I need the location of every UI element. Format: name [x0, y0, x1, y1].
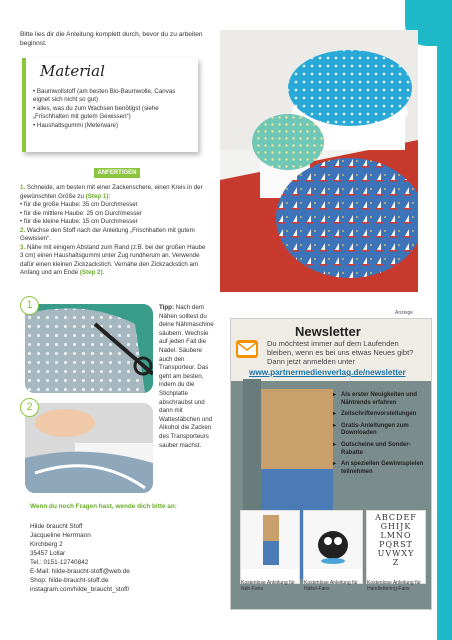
thumb-crochet-label: Kostenlose Anleitung für Häkel-Fans	[304, 580, 358, 592]
newsletter-text: Du möchtest immer auf dem Laufenden bleiben, wenn es bei uns etwas Neues gibt? Dann jetzt anmelden unter	[267, 339, 414, 366]
step-2-photo	[25, 403, 153, 493]
intro-text: Bitte lies dir die Anleitung komplett durch, bevor du zu arbeiten beginnst.	[20, 31, 203, 47]
thumb-sewing[interactable]	[240, 510, 300, 584]
benefit-item: ▸ Zeitschriftenvorstellungen	[333, 411, 431, 419]
step-text-end: .	[102, 269, 105, 276]
step-text: Nähe mit einigem Abstand zum Rand (z.B. bei der großen Haube 3 cm) einen Haushaltsgummi unter Zug rundherum an. Verwende dafür einen kleinen Zickzackstich. Vernähe den Zickzackstich am Anfang und am Ende	[20, 243, 206, 276]
contact-line: Jacqueline Herrmann	[30, 532, 91, 539]
material-accent-bar	[22, 58, 26, 152]
material-item: • Baumwollstoff (am besten Bio-Baumwolle, Canvas eignet sich nicht so gut)	[33, 88, 176, 104]
thumb-sewing-label: Kostenlose Anleitung für Näh-Fans	[241, 580, 295, 592]
contact-line: Kirchberg 2	[30, 541, 63, 548]
contact-instagram-link[interactable]: instagram.com/hilde_braucht_stoff/	[30, 586, 130, 593]
benefit-item: ▸ Gratis-Anleitungen zum Downloaden	[333, 423, 431, 438]
step-ref: (Step 2)	[79, 269, 103, 276]
step-text-end: :	[108, 192, 111, 200]
benefit-item: ▸ Als erster Neuigkeiten und Nähtrends erfahren	[333, 392, 431, 407]
lettering-row: UVWXY	[377, 549, 415, 558]
thumb-crochet[interactable]	[303, 510, 363, 584]
contact-heading: Wenn du noch Fragen hast, wende dich bitte an:	[30, 503, 177, 510]
contact-line: Hilde braucht Stoff	[30, 523, 83, 530]
step-2	[20, 227, 210, 244]
anfertigen-label: ANFERTIGEN	[94, 168, 140, 178]
cutting-fabric-illustration	[25, 304, 153, 393]
sewing-illustration	[25, 403, 153, 493]
lettering-row: GHIJK	[380, 522, 412, 531]
tip-label: Tipp:	[159, 304, 175, 311]
page-edge-bar	[437, 0, 452, 640]
step-1	[20, 184, 210, 201]
newsletter-title: Newsletter	[295, 324, 361, 339]
lettering-sample	[367, 511, 425, 567]
benefits-list	[333, 392, 431, 480]
step-number: 2.	[20, 226, 26, 234]
size-item: • für die mittlere Haube: 25 cm Durchmesser	[20, 209, 142, 217]
benefit-item: ▸ An speziellen Gewinnspielen teilnehmen	[333, 461, 431, 476]
sewing-thumb-image	[241, 511, 299, 569]
step-2-badge: 2	[20, 398, 39, 417]
contact-shop-link[interactable]: Shop: hilde-braucht-stoff.de	[30, 577, 109, 584]
contact-email[interactable]: E-Mail: hilde-braucht-stoff@web.de	[30, 568, 130, 575]
lettering-row: ABCDEF	[375, 513, 417, 522]
step-number: 3.	[20, 243, 26, 251]
contact-line: 35457 Lollar	[30, 550, 66, 557]
newsletter-link[interactable]: www.partnermedienverlag.de/newsletter	[249, 368, 406, 377]
step-number: 1.	[20, 184, 26, 191]
material-item: • alles, was du zum Wachsen benötigst (siehe „Frischhalten mit gutem Gewissen“)	[33, 104, 159, 121]
lettering-row: Z	[392, 558, 400, 567]
benefit-item: ▸ Gutscheine und Sonder-Rabatte	[333, 442, 431, 457]
ad-label: Anzeige	[395, 310, 414, 316]
tip-text: Nach dem Nähen solltest du deine Nähmaschine säubern. Wechsle auf jeden Fall die Nadel. Säubere auch den Transporteur. Das geht am besten, indem du die Stichplatte abschraubst und dann mit Wattestäbchen und Alkohol die Zacken des Transporteurs sauber machst.	[159, 304, 214, 449]
step-text: Wachse den Stoff nach der Anleitung „Frischhalten mit gutem Gewissen“.	[20, 226, 195, 242]
envelope-icon	[236, 340, 258, 358]
step-1-photo	[25, 304, 153, 393]
size-item: • für die kleine Haube: 15 cm Durchmesser	[20, 218, 138, 225]
lettering-row: LMNO	[380, 531, 412, 540]
material-item: • Haushaltsgummi (Meterware)	[33, 121, 119, 129]
step-1-badge: 1	[20, 296, 39, 315]
material-list	[33, 88, 193, 130]
step-ref: (Step 1)	[85, 192, 109, 200]
contact-block	[30, 522, 220, 594]
crochet-thumb-image	[304, 511, 362, 569]
bowl-covers-illustration	[220, 30, 418, 292]
tip-box	[159, 304, 217, 450]
lettering-row: PQRST	[379, 540, 413, 549]
bowl-covers-photo	[220, 30, 418, 292]
thumb-lettering-label: Kostenlose Anleitung für Handlettering-Fans	[367, 580, 421, 592]
size-item: • für die große Haube: 35 cm Durchmesser	[20, 201, 138, 208]
contact-phone: Tel.: 0151-12740842	[30, 559, 89, 566]
step-3	[20, 244, 210, 278]
instructions	[20, 184, 210, 278]
step-text: Schneide, am besten mit einer Zackenschere, einen Kreis in der gewünschten Größe zu	[20, 184, 203, 200]
thumb-lettering[interactable]	[366, 510, 426, 584]
material-title: Material	[40, 62, 105, 80]
